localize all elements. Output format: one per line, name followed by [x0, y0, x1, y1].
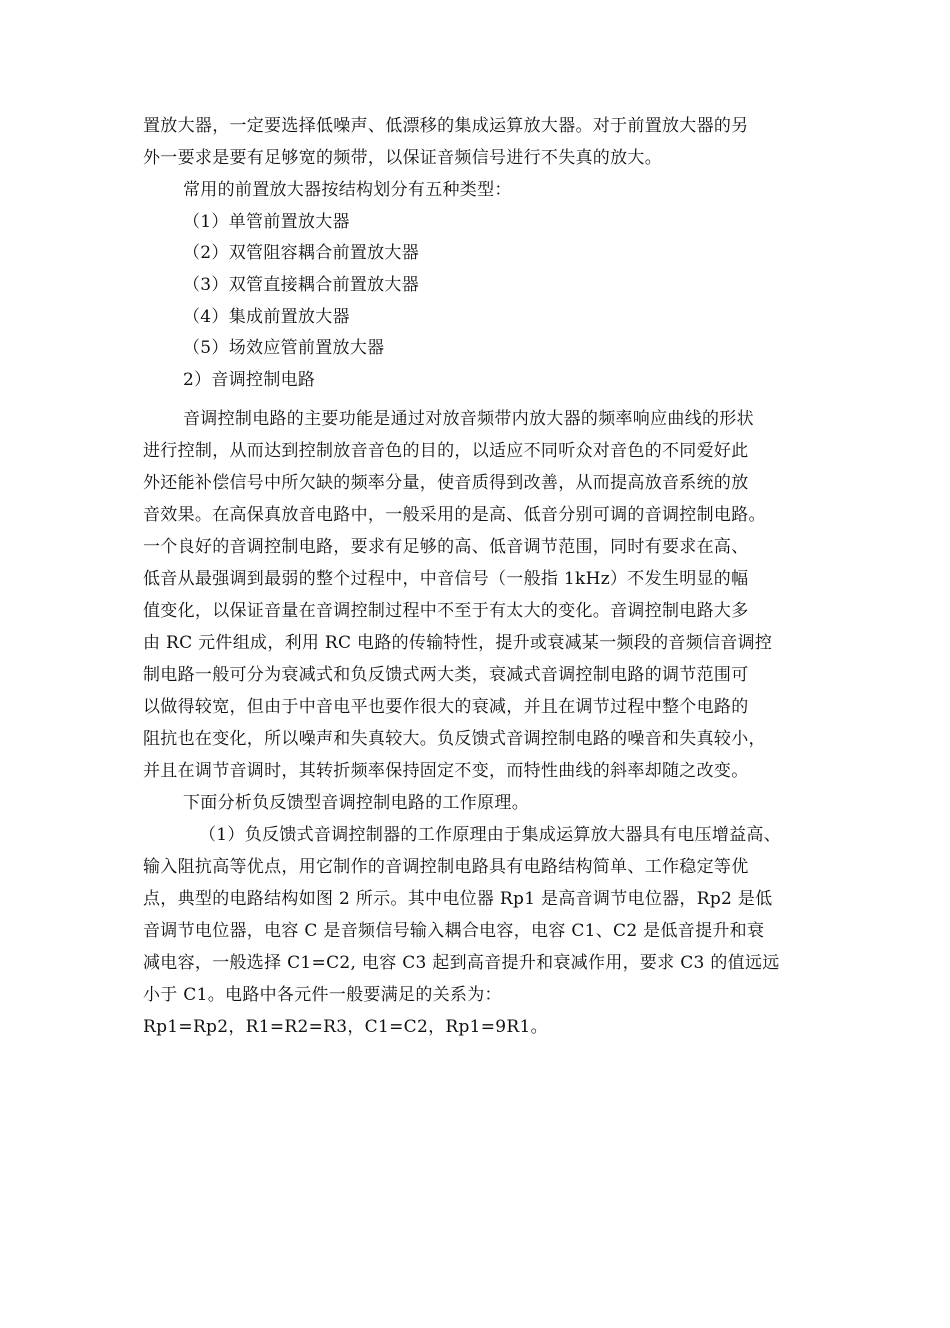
text-line: 音效果。在高保真放音电路中，一般采用的是高、低音分别可调的音调控制电路。 — [143, 505, 766, 525]
text-line: 并且在调节音调时，其转折频率保持固定不变，而特性曲线的斜率却随之改变。 — [143, 761, 749, 781]
text-line: 值变化，以保证音量在音调控制过程中不至于有太大的变化。音调控制电路大多 — [143, 601, 749, 621]
text-line: 进行控制，从而达到控制放音音色的目的，以适应不同听众对音色的不同爱好此 — [143, 441, 749, 461]
formula-line: Rp1=Rp2，R1=R2=R3，C1=C2，Rp1=9R1。 — [143, 1017, 548, 1037]
text-line: 以做得较宽，但由于中音电平也要作很大的衰减，并且在调节过程中整个电路的 — [143, 697, 749, 717]
text-line: 小于 C1。电路中各元件一般要满足的关系为： — [143, 985, 502, 1005]
text-line: 阻抗也在变化，所以噪声和失真较大。负反馈式音调控制电路的噪音和失真较小， — [143, 729, 766, 749]
list-item: （1）单管前置放大器 — [183, 212, 350, 232]
text-line: 音调节电位器，电容 C 是音频信号输入耦合电容，电容 C1、C2 是低音提升和衰 — [143, 921, 765, 941]
text-line: 低音从最强调到最弱的整个过程中，中音信号（一般指 1kHz）不发生明显的幅 — [143, 569, 749, 589]
list-item: （3）双管直接耦合前置放大器 — [183, 275, 420, 295]
text-line: 音调控制电路的主要功能是通过对放音频带内放大器的频率响应曲线的形状 — [183, 409, 754, 429]
text-line: 由 RC 元件组成，利用 RC 电路的传输特性，提升或衰减某一频段的音频信音调控 — [143, 633, 773, 653]
text-line: 置放大器，一定要选择低噪声、低漂移的集成运算放大器。对于前置放大器的另 — [143, 116, 749, 136]
text-line: （1）负反馈式音调控制器的工作原理由于集成运算放大器具有电压增益高、 — [199, 825, 782, 845]
list-item: （2）双管阻容耦合前置放大器 — [183, 243, 420, 263]
text-line: 输入阻抗高等优点，用它制作的音调控制电路具有电路结构简单、工作稳定等优 — [143, 857, 749, 877]
text-line: 制电路一般可分为衰减式和负反馈式两大类，衰减式音调控制电路的调节范围可 — [143, 665, 749, 685]
text-line: 减电容，一般选择 C1=C2, 电容 C3 起到高音提升和衰减作用，要求 C3 的值远远 — [143, 953, 780, 973]
list-item: （5）场效应管前置放大器 — [183, 338, 385, 358]
text-line: 常用的前置放大器按结构划分有五种类型： — [183, 180, 512, 200]
text-line: 点，典型的电路结构如图 2 所示。其中电位器 Rp1 是高音调节电位器，Rp2 是低 — [143, 889, 773, 909]
text-line: 外一要求是要有足够宽的频带，以保证音频信号进行不失真的放大。 — [143, 148, 662, 168]
section-heading: 2）音调控制电路 — [183, 370, 316, 390]
text-line: 外还能补偿信号中所欠缺的频率分量，使音质得到改善，从而提高放音系统的放 — [143, 473, 749, 493]
text-line: 下面分析负反馈型音调控制电路的工作原理。 — [183, 793, 529, 813]
text-line: 一个良好的音调控制电路，要求有足够的高、低音调节范围，同时有要求在高、 — [143, 537, 749, 557]
list-item: （4）集成前置放大器 — [183, 307, 350, 327]
